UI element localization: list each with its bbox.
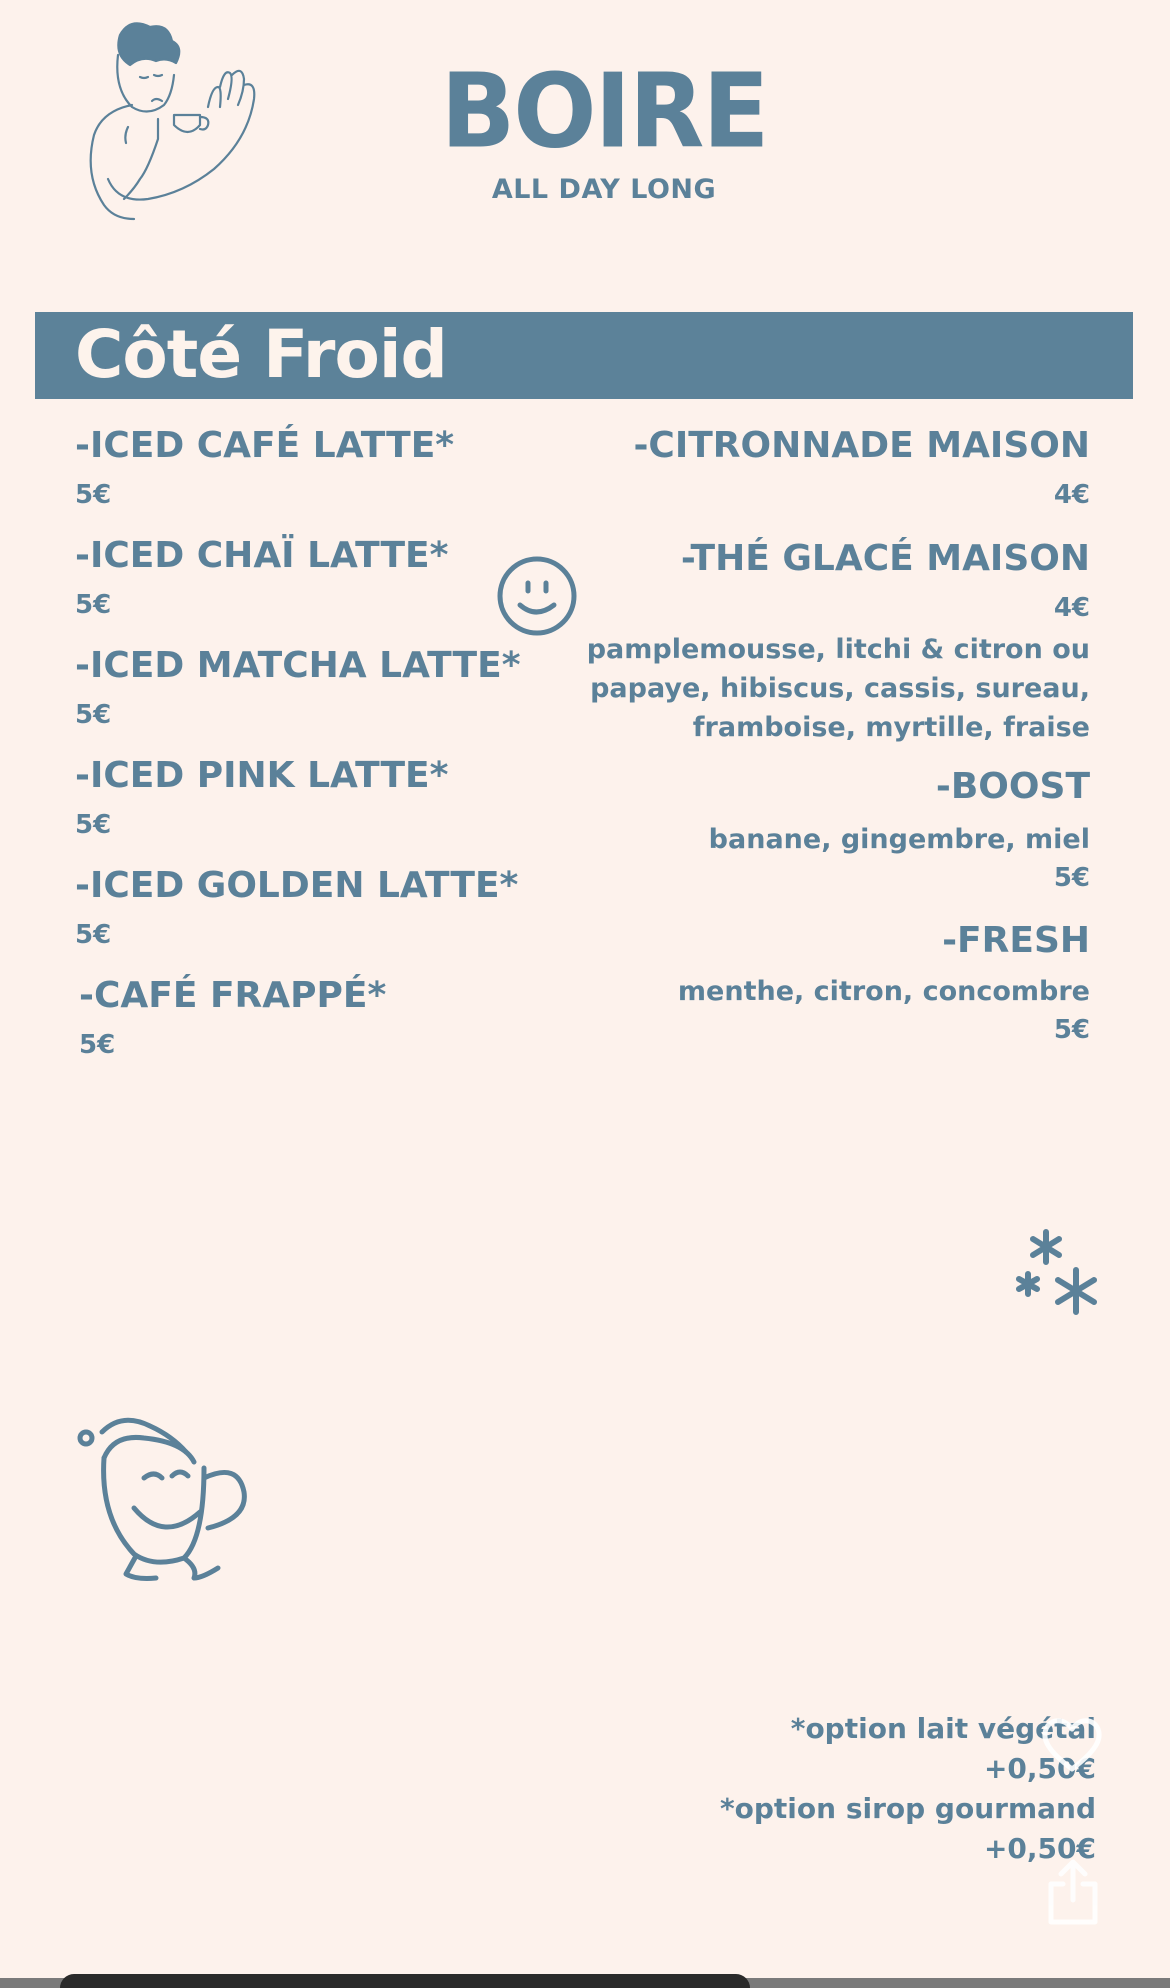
asterisk-sparkles-icon [1012, 1228, 1112, 1316]
desc-the-glace-maison [587, 630, 1090, 747]
price-iced-matcha-latte: 5€ [75, 700, 112, 730]
walking-coffee-cup-illustration [74, 1418, 274, 1594]
item-the-glace-maison: -THÉ GLACÉ MAISON [680, 538, 1090, 579]
smiley-face-icon [496, 555, 578, 637]
price-iced-chai-latte: 5€ [75, 590, 112, 620]
price-cafe-frappe: 5€ [79, 1030, 116, 1060]
item-iced-cafe-latte: -ICED CAFÉ LATTE* [75, 425, 455, 466]
desc-fresh: menthe, citron, concombre [677, 976, 1090, 1007]
price-fresh: 5€ [1053, 1015, 1090, 1045]
price-citronnade-maison: 4€ [1053, 480, 1090, 510]
price-iced-golden-latte: 5€ [75, 920, 112, 950]
home-indicator[interactable] [60, 1974, 750, 1988]
item-citronnade-maison: -CITRONNADE MAISON [633, 425, 1090, 466]
item-iced-matcha-latte: -ICED MATCHA LATTE* [75, 645, 521, 686]
section-title: Côté Froid [75, 316, 447, 393]
tagline: ALL DAY LONG [491, 174, 717, 205]
item-boost: -BOOST [935, 766, 1090, 807]
note-price-1: +0,50€ [983, 1752, 1096, 1785]
note-price-2: +0,50€ [983, 1832, 1096, 1865]
note-sirop-gourmand: *option sirop gourmand [720, 1792, 1096, 1825]
item-fresh: -FRESH [942, 920, 1090, 961]
desc-line: framboise, myrtille, fraise [692, 712, 1090, 743]
brand-logo: BOIRE [440, 52, 768, 172]
item-cafe-frappe: -CAFÉ FRAPPÉ* [79, 975, 387, 1016]
desc-boost: banane, gingembre, miel [708, 824, 1090, 855]
price-the-glace-maison: 4€ [1053, 593, 1090, 623]
share-icon[interactable] [1045, 1858, 1101, 1926]
desc-line: pamplemousse, litchi & citron ou [586, 634, 1090, 665]
price-boost: 5€ [1053, 863, 1090, 893]
item-iced-golden-latte: -ICED GOLDEN LATTE* [75, 865, 519, 906]
item-iced-chai-latte: -ICED CHAÏ LATTE* [75, 535, 449, 576]
price-iced-cafe-latte: 5€ [75, 480, 112, 510]
note-lait-vegetal: *option lait végétal [790, 1712, 1096, 1745]
desc-line: papaye, hibiscus, cassis, sureau, [590, 673, 1090, 704]
heart-icon[interactable] [1040, 1715, 1104, 1773]
price-iced-pink-latte: 5€ [75, 810, 112, 840]
item-iced-pink-latte: -ICED PINK LATTE* [75, 755, 449, 796]
